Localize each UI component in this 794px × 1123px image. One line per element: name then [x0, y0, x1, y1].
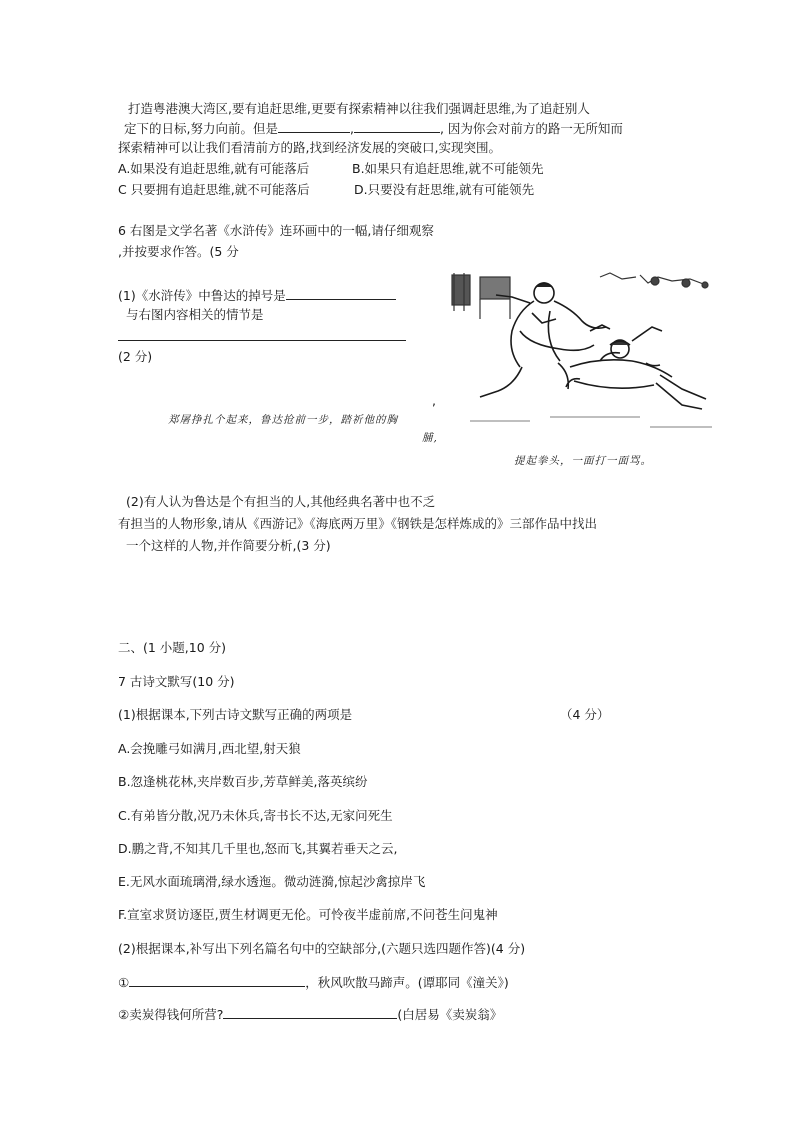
option-d: D.只要没有赶思维,就有可能领先 — [354, 182, 535, 197]
passage-line-2-end: , 因为你会对前方的路一无所知而 — [439, 121, 623, 136]
poem-option-f: F.宣室求贤访逐臣,贾生材调更无伦。可怜夜半虚前席,不问苍生问鬼神 — [118, 907, 498, 922]
caption-left-2: 脯, — [422, 432, 438, 444]
answer-blank-1[interactable] — [278, 120, 350, 133]
q6-sub2-line3: 一个这样的人物,并作简要分析,(3 分) — [126, 538, 331, 553]
poem-option-b: B.忽逢桃花林,夹岸数百步,芳草鲜美,落英缤纷 — [118, 774, 368, 789]
caption-left: 郑屠挣扎个起来，鲁达抢前一步，踏祈他的胸 — [168, 414, 398, 426]
fill-item-2 — [118, 1006, 502, 1023]
q7-title: 7 古诗文默写(10 分) — [118, 674, 235, 689]
caption-right: 提起拳头，一面打一面骂。 — [514, 455, 652, 467]
q6-title: 6 右图是文学名著《水浒传》连环画中的一幅,请仔细观察 — [118, 223, 434, 238]
option-c: C 只要拥有追赶思维,就不可能落后 — [118, 182, 310, 197]
q6-sub1-text: (1)《水浒传》中鲁达的掉号是 — [118, 288, 286, 303]
passage-line-2 — [124, 120, 623, 137]
q6-sub2-line2: 有担当的人物形象,请从《西游记》《海底两万里》《钢铁是怎样炼成的》三部作品中找出 — [118, 516, 597, 531]
fill-blank-2[interactable] — [223, 1006, 397, 1019]
section-2-header: 二、(1 小题,10 分) — [118, 640, 227, 655]
q6-title-2: ,并按要求作答。(5 分 — [118, 244, 239, 259]
q6-sub1 — [118, 287, 396, 304]
q7-part1-stem: (1)根据课本,下列古诗文默写正确的两项是 — [118, 707, 353, 722]
fill-item-1-number: ① — [118, 975, 130, 990]
q7-part1-score: （4 分） — [560, 707, 610, 722]
caption-comma: , — [432, 393, 436, 408]
passage-line-1: 打造粤港澳大湾区,要有追赶思维,更要有探索精神以往我们强调赶思维,为了追赶别人 — [128, 101, 590, 116]
comic-illustration-drawing — [450, 271, 714, 431]
fill-blank-1[interactable] — [129, 974, 305, 987]
passage-comma: , — [349, 121, 354, 136]
poem-option-a: A.会挽雕弓如满月,西北望,射天狼 — [118, 741, 301, 756]
fill-item-1-text: ，秋风吹散马蹄声。(谭耶同《潼关》) — [305, 975, 509, 990]
option-b: B.如果只有追赶思维,就不可能领先 — [352, 161, 544, 176]
q6-sub1-score: (2 分) — [118, 349, 153, 364]
passage-line-3: 探索精神可以让我们看清前方的路,找到经济发展的突破口,实现突围。 — [118, 140, 501, 155]
plot-answer-line[interactable] — [118, 340, 406, 341]
passage-line-2-start: 定下的日标,努力向前。但是 — [124, 121, 278, 136]
nickname-blank[interactable] — [286, 287, 396, 300]
fill-item-2-text: ②卖炭得钱何所营? — [118, 1007, 224, 1022]
q6-sub2: (2)有人认为鲁达是个有担当的人,其他经典名著中也不乏 — [126, 494, 436, 509]
fill-item-2-source: (白居易《卖炭翁》 — [397, 1007, 503, 1022]
q7-part2-stem: (2)根据课本,补写出下列名篇名句中的空缺部分,(六题只选四题作答)(4 分) — [118, 941, 526, 956]
poem-option-d: D.鹏之背,不知其几千里也,怒而飞,其翼若垂天之云, — [118, 841, 398, 856]
poem-option-c: C.有弟皆分散,况乃未休兵,寄书长不达,无家问死生 — [118, 808, 393, 823]
option-a: A.如果没有追赶思维,就有可能落后 — [118, 161, 310, 176]
answer-blank-2[interactable] — [354, 120, 440, 133]
q6-sub1-plot: 与右图内容相关的情节是 — [126, 307, 264, 322]
comic-illustration — [450, 271, 714, 431]
poem-option-e: E.无风水面琉璃滑,绿水透迤。微动涟漪,惊起沙禽掠岸飞 — [118, 874, 426, 889]
fill-item-1 — [118, 974, 509, 991]
